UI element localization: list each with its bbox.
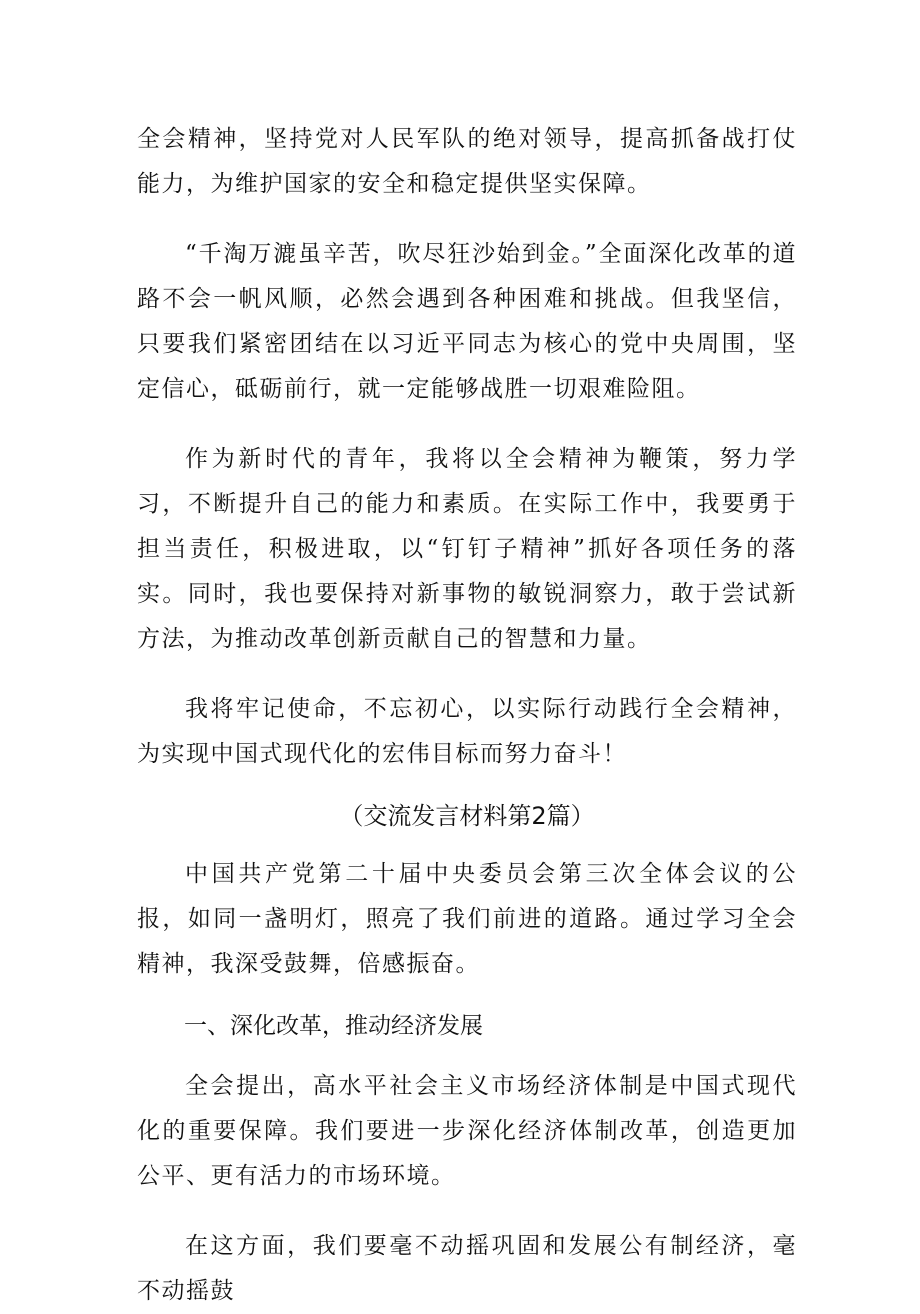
paragraph-ownership: 在这方面，我们要毫不动摇巩固和发展公有制经济，毫不动摇鼓 xyxy=(137,1233,797,1304)
document-page xyxy=(137,117,797,1314)
paragraph-intro: 中国共产党第二十届中央委员会第三次全体会议的公报，如同一盏明灯，照亮了我们前进的道路。通过学习全会精神，我深受鼓舞，倍感振奋。 xyxy=(137,861,797,977)
paragraph-youth: 作为新时代的青年，我将以全会精神为鞭策，努力学习，不断提升自己的能力和素质。在实际工作中，我要勇于担当责任，积极进取，以“钉钉子精神”抓好各项任务的落实。同时，我也要保持对新事物的敏锐洞察力，敢于尝试新方法，为推动改革创新贡献自己的智慧和力量。 xyxy=(137,446,797,652)
section-title: （交流发言材料第2篇） xyxy=(339,802,595,830)
paragraph-pledge: 我将牢记使命，不忘初心，以实际行动践行全会精神，为实现中国式现代化的宏伟目标而努力奋斗！ xyxy=(137,696,797,767)
section-heading: 一、深化改革，推动经济发展 xyxy=(184,1013,483,1039)
paragraph-quote: “千淘万漉虽辛苦，吹尽狂沙始到金。”全面深化改革的道路不会一帆风顺，必然会遇到各种困难和挑战。但我坚信，只要我们紧密团结在以习近平同志为核心的党中央周围，坚定信心，砥砺前行，就一定能够战胜一切艰难险阻。 xyxy=(137,241,797,402)
paragraph-market: 全会提出，高水平社会主义市场经济体制是中国式现代化的重要保障。我们要进一步深化经济体制改革，创造更加公平、更有活力的市场环境。 xyxy=(137,1073,797,1189)
paragraph-continuation: 全会精神，坚持党对人民军队的绝对领导，提高抓备战打仗能力，为维护国家的安全和稳定提供坚实保障。 xyxy=(137,126,797,197)
